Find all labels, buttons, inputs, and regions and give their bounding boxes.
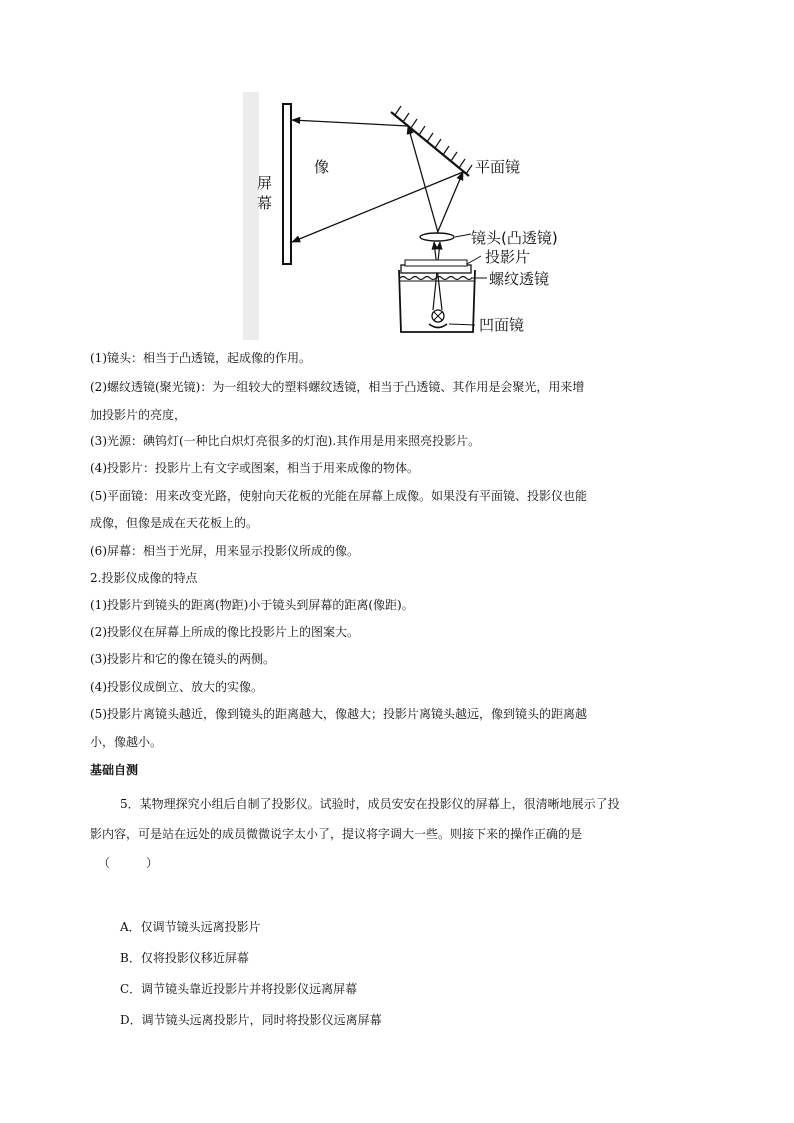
label-fresnel-lens: 螺纹透镜 xyxy=(489,270,550,288)
answer-blank: （ ） xyxy=(98,856,159,870)
lens-shape xyxy=(420,233,454,241)
part-6: (6)屏幕：相当于光屏，用来显示投影仪所成的像。 xyxy=(90,544,359,558)
feature-1: (1)投影片到镜头的距离(物距)小于镜头到屏幕的距离(像距)。 xyxy=(90,598,414,612)
part-4: (4)投影片：投影片上有文字或图案，相当于用来成像的物体。 xyxy=(90,461,420,475)
label-image: 像 xyxy=(314,158,330,176)
option-c: C．调节镜头靠近投影片并将投影仪远离屏幕 xyxy=(120,982,358,996)
part-2: (2)螺纹透镜(聚光镜)：为一组较大的塑料螺纹透镜，相当于凸透镜、其作用是会聚光，用来增 xyxy=(90,380,585,394)
label-lens: 镜头(凸透镜) xyxy=(471,229,558,247)
concave-mirror-shape xyxy=(429,324,447,328)
feature-5: (5)投影片离镜头越近，像到镜头的距离越大，像越大；投影片离镜头越远，像到镜头的距离越 xyxy=(90,707,588,721)
label-screen-1: 屏 xyxy=(257,174,273,192)
self-test-heading: 基础自测 xyxy=(90,763,139,777)
section-2-title: 2.投影仪成像的特点 xyxy=(90,571,198,585)
ray-up-left xyxy=(408,126,439,236)
mirror-hatch xyxy=(395,106,472,174)
left-strip xyxy=(243,92,259,340)
question-line-2: 影内容，可是站在远处的成员微微说字太小了，提议将字调大一些。则接下来的操作正确的是 xyxy=(90,827,583,841)
option-a: A．仅调节镜头远离投影片 xyxy=(120,920,261,934)
projector-diagram-svg xyxy=(243,92,573,342)
ray-to-screen-top xyxy=(292,120,408,126)
projector-diagram xyxy=(243,92,573,342)
feature-4: (4)投影仪成倒立、放大的实像。 xyxy=(90,680,263,694)
option-d: D．调节镜头远离投影片，同时将投影仪远离屏幕 xyxy=(120,1013,382,1027)
part-5-cont: 成像，但像是成在天花板上的。 xyxy=(90,516,259,530)
label-slide: 投影片 xyxy=(485,248,531,266)
question-line-1: 5．某物理探究小组后自制了投影仪。试验时，成员安安在投影仪的屏幕上，很清晰地展示了投 xyxy=(120,797,620,811)
part-2-cont: 加投影片的亮度， xyxy=(90,408,187,422)
feature-5-cont: 小，像越小。 xyxy=(90,735,163,749)
label-plane-mirror: 平面镜 xyxy=(475,158,521,176)
label-screen-2: 幕 xyxy=(257,194,273,212)
part-5: (5)平面镜：用来改变光路，使射向天花板的光能在屏幕上成像。如果没有平面镜、投影仪也能 xyxy=(90,489,588,503)
part-3: (3)光源：碘钨灯(一种比白炽灯亮很多的灯泡).其作用是用来照亮投影片。 xyxy=(90,434,481,448)
feature-3: (3)投影片和它的像在镜头的两侧。 xyxy=(90,652,275,666)
label-concave-mirror: 凹面镜 xyxy=(479,316,525,334)
ray-lamp-2 xyxy=(434,242,442,310)
slide-top xyxy=(405,260,467,266)
feature-2: (2)投影仪在屏幕上所成的像比投影片上的图案大。 xyxy=(90,625,359,639)
part-1: (1)镜头：相当于凸透镜，起成像的作用。 xyxy=(90,351,311,365)
option-b: B．仅将投影仪移近屏幕 xyxy=(120,951,249,965)
screen-shape xyxy=(283,104,291,264)
